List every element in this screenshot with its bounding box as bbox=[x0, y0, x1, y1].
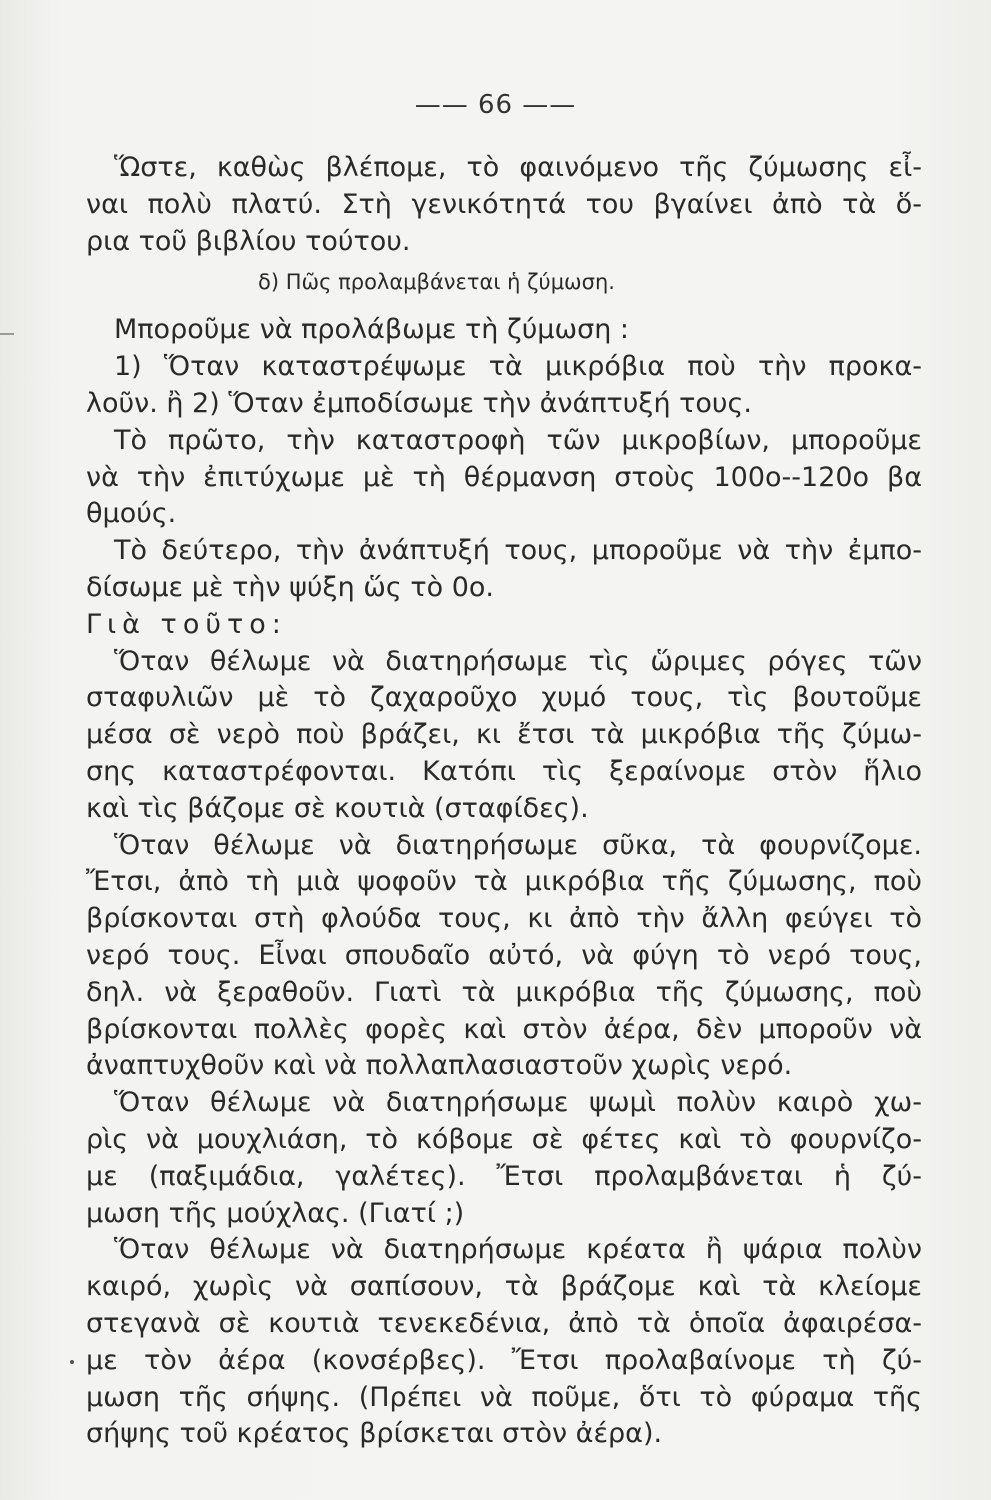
text-line: 1) Ὅταν καταστρέψωμε τὰ μικρόβια ποὺ τὴν προκα- bbox=[114, 351, 922, 383]
text-line: καὶ τὶς βάζομε σὲ κουτιὰ (σταφίδες). bbox=[86, 792, 589, 824]
text-line: Τὸ δεύτερο, τὴν ἀνάπτυξή τους, μποροῦμε νὰ τὴν ἐμπο- bbox=[114, 535, 922, 567]
text-line: ρὶς νὰ μουχλιάση, τὸ κόβομε σὲ φέτες καὶ τὸ φουρνίζο- bbox=[86, 1123, 922, 1155]
text-line: σης καταστρέφονται. Κατόπι τὶς ξεραίνομε στὸν ἥλιο bbox=[86, 755, 922, 787]
text-line: θμούς. bbox=[86, 498, 177, 530]
text-line: Ὅταν θέλωμε νὰ διατηρήσωμε ψωμὶ πολὺν καιρὸ χω- bbox=[114, 1087, 922, 1119]
body-text bbox=[86, 150, 922, 1453]
text-line: μέσα σὲ νερὸ ποὺ βράζει, κι ἔτσι τὰ μικρόβια τῆς ζύμω- bbox=[86, 719, 922, 751]
text-line: καιρό, χωρὶς νὰ σαπίσουν, τὰ βράζομε καὶ τὰ κλείομε bbox=[86, 1271, 922, 1303]
text-line: σήψης τοῦ κρέατος βρίσκεται στὸν ἀέρα). bbox=[86, 1418, 663, 1450]
text-line: σταφυλιῶν μὲ τὸ ζαχαροῦχο χυμό τους, τὶς βουτοῦμε bbox=[86, 682, 922, 714]
text-line: Ὥστε, καθὼς βλέπομε, τὸ φαινόμενο τῆς ζύμωσης εἶ- bbox=[114, 152, 922, 183]
text-line: μωση τῆς μούχλας. (Γιατί ;) bbox=[86, 1197, 465, 1229]
text-line: Ὅταν θέλωμε νὰ διατηρήσωμε κρέατα ἢ ψάρια πολὺν bbox=[114, 1234, 922, 1266]
text-line: νὰ τὴν ἐπιτύχωμε μὲ τὴ θέρμανση στοὺς 100ο--120ο βα bbox=[86, 461, 922, 493]
ink-dot bbox=[70, 1360, 74, 1364]
text-line: βρίσκονται πολλὲς φορὲς καὶ στὸν ἀέρα, δὲν μποροῦν νὰ bbox=[86, 1013, 922, 1045]
text-line: ἀναπτυχθοῦν καὶ νὰ πολλαπλασιαστοῦν χωρὶς νερό. bbox=[86, 1050, 793, 1082]
margin-mark bbox=[0, 333, 14, 335]
text-line: Ἔτσι, ἀπὸ τὴ μιὰ ψοφοῦν τὰ μικρόβια τῆς ζύμωσης, ποὺ bbox=[86, 866, 922, 898]
text-line: Μποροῦμε νὰ προλάβωμε τὴ ζύμωση : bbox=[114, 314, 630, 346]
text-line: στεγανὰ σὲ κουτιὰ τενεκεδένια, ἀπὸ τὰ ὁποῖα ἀφαιρέσα- bbox=[86, 1307, 922, 1339]
text-line: ρια τοῦ βιβλίου τούτου. bbox=[86, 225, 411, 257]
text-line: δηλ. νὰ ξεραθοῦν. Γιατὶ τὰ μικρόβια τῆς ζύμωσης, ποὺ bbox=[86, 976, 922, 1008]
text-line: Γιὰ τοῦτο: bbox=[86, 608, 287, 640]
text-line: ναι πολὺ πλατύ. Στὴ γενικότητά του βγαίνει ἀπὸ τὰ ὅ- bbox=[86, 188, 922, 220]
text-line: με (παξιμάδια, γαλέτες). Ἔτσι προλαμβάνεται ἡ ζύ- bbox=[86, 1160, 922, 1192]
text-line: Τὸ πρῶτο, τὴν καταστροφὴ τῶν μικροβίων, μποροῦμε bbox=[114, 424, 922, 456]
text-line: νερό τους. Εἶναι σπουδαῖο αὐτό, νὰ φύγη τὸ νερό τους, bbox=[86, 939, 922, 971]
section-heading: δ) Πῶς προλαμβάνεται ἡ ζύμωση. bbox=[258, 270, 615, 295]
text-line: βρίσκονται στὴ φλούδα τους, κι ἀπὸ τὴν ἄλλη φεύγει τὸ bbox=[86, 903, 922, 935]
text-line: Ὅταν θέλωμε νὰ διατηρήσωμε τὶς ὥριμες ρόγες τῶν bbox=[114, 645, 922, 677]
text-line: με τὸν ἀέρα (κονσέρβες). Ἔτσι προλαβαίνομε τὴ ζύ- bbox=[86, 1344, 922, 1376]
text-line: μωση τῆς σήψης. (Πρέπει νὰ ποῦμε, ὅτι τὸ φύραμα τῆς bbox=[86, 1381, 922, 1413]
text-line: δίσωμε μὲ τὴν ψύξη ὥς τὸ 0ο. bbox=[86, 571, 494, 603]
text-line: λοῦν. ἢ 2) Ὅταν ἐμποδίσωμε τὴν ἀνάπτυξή τους. bbox=[86, 387, 752, 419]
page-number: —— 66 —— bbox=[414, 90, 577, 120]
text-line: Ὅταν θέλωμε νὰ διατηρήσωμε σῦκα, τὰ φουρνίζομε. bbox=[114, 829, 922, 861]
